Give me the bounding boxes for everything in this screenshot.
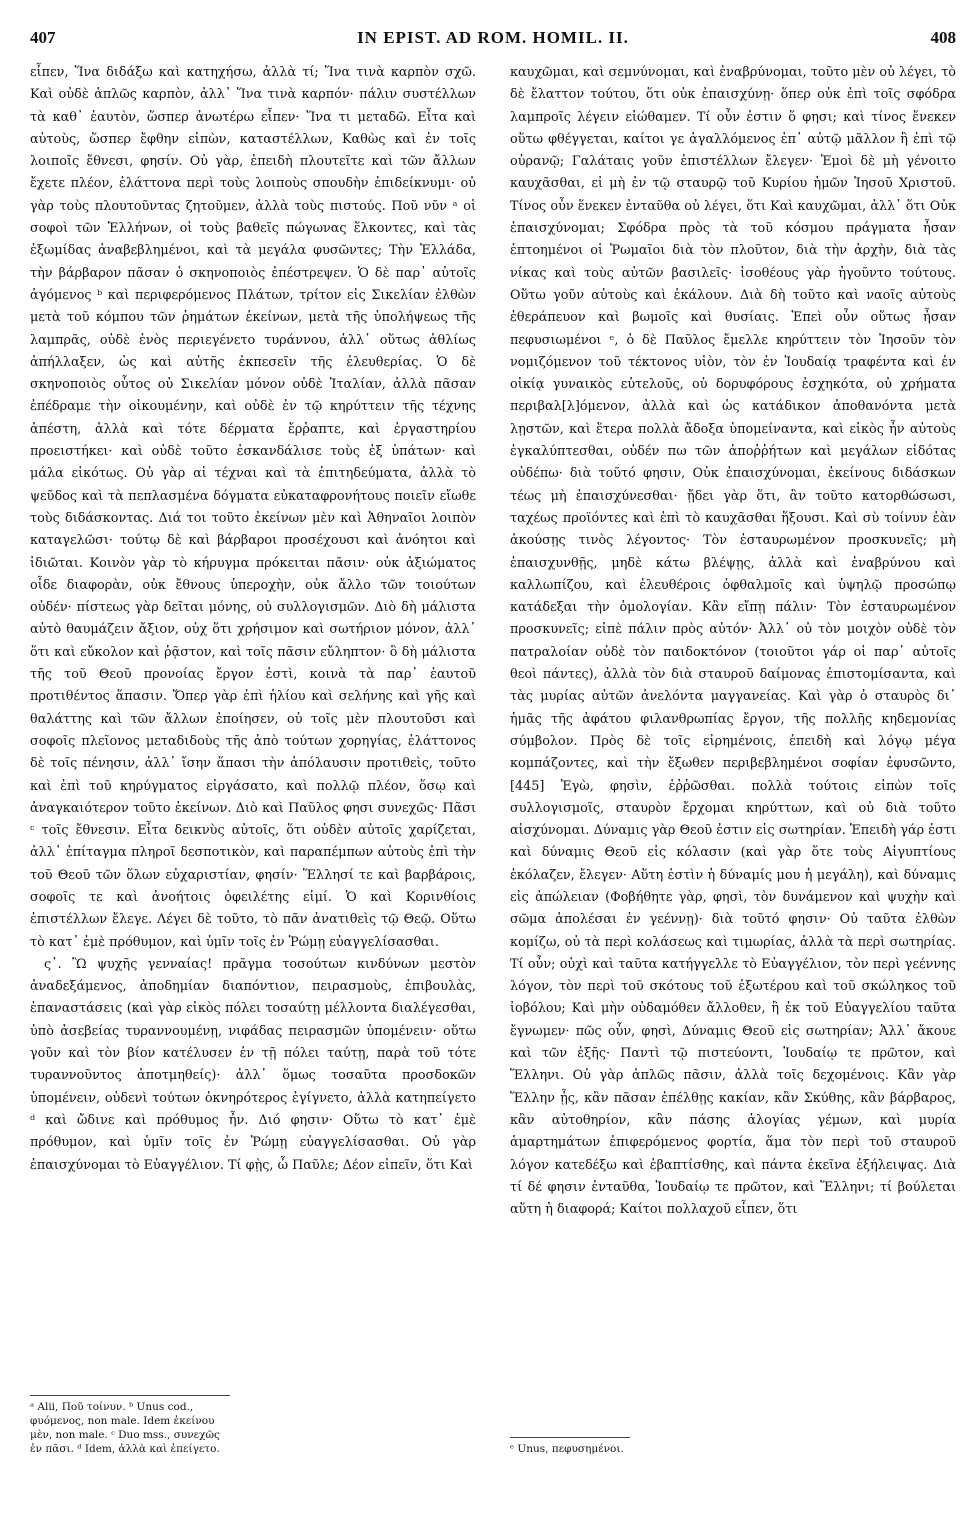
right-footnotes: ᵉ Unus, πεφυσημένοι.: [510, 1437, 630, 1456]
left-footnotes: ᵃ Alii, Ποῦ τοίνυν. ᵇ Unus cod., φυόμενος, non male. Idem ἐκείνου μὲν, non male. ᶜ Duo mss., συνεχῶς ἐν πᾶσι. ᵈ Idem, ἀλλὰ καὶ ἐπείγετο.: [30, 1395, 230, 1456]
running-header: [30, 28, 956, 62]
running-title: IN EPIST. AD ROM. HOMIL. II.: [357, 28, 629, 47]
left-column: [30, 62, 476, 1462]
left-paragraph-2: ς᾽. Ὢ ψυχῆς γενναίας! πρᾶγμα τοσούτων κινδύνων μεστὸν ἀναδεξάμενος, ἀποδημίαν διαπόντιον, πειρασμοὺς, ἐπιβουλὰς, ἐπαναστάσεις (καὶ γὰρ εἰκὸς πόλει τοσαύτῃ μέλλοντα διαλέγεσθαι, ὑπὸ ἀσεβείας τυραννουμένῃ, νιφάδας πειρασμῶν ὑπομένειν· οὕτω γοῦν καὶ τὸν βίον κατέλυσεν ἐν τῇ πόλει ταύτῃ, παρὰ τοῦ τότε τυραννοῦντος ἀποτμηθείς)· ἀλλ᾽ ὅμως τοσαῦτα προσδοκῶν ὑπομένειν, οὐδενὶ τούτων ὀκνηρότερος ἐγίγνετο, ἀλλὰ κατηπείγετο ᵈ καὶ ὤδινε καὶ πρόθυμος ἦν. Διό φησιν· Οὕτω τὸ κατ᾽ ἐμὲ πρόθυμον, καὶ ὑμῖν τοῖς ἐν Ῥώμῃ εὐαγγελίσασθαι. Οὐ γὰρ ἐπαισχύνομαι τὸ Εὐαγγέλιον. Τί φῂς, ὦ Παῦλε; Δέον εἰπεῖν, ὅτι Καὶ: [30, 956, 476, 1173]
left-page-number: 407: [30, 28, 56, 47]
right-column: [510, 62, 956, 1462]
right-page-number: 408: [930, 28, 956, 47]
text-columns: [30, 62, 956, 1462]
left-paragraph-1: εἶπεν, Ἵνα διδάξω καὶ κατηχήσω, ἀλλὰ τί; Ἵνα τινὰ καρπὸν σχῶ. Καὶ οὐδὲ ἁπλῶς καρπὸν, ἀλλ᾽ Ἵνα τινὰ καρπόν· πάλιν συστέλλων τὰ καθ᾽ ἑαυτὸν, ὥσπερ ἀνωτέρω εἶπεν· Ἵνα τι μεταδῶ. Εἶτα καὶ αὐτοὺς, ὥσπερ ἔφθην εἰπὼν, καταστέλλων, Καθὼς καὶ ἐν τοῖς λοιποῖς ἔθνεσι, φησίν. Οὐ γὰρ, ἐπειδὴ πλουτεῖτε καὶ τῶν ἄλλων ἔχετε πλέον, ἐλάττονα περὶ τοὺς λοιποὺς σπουδὴν ἐπιδείκνυμι· οὐ γὰρ τοὺς πλουτοῦντας ζητοῦμεν, ἀλλὰ τοὺς πιστούς. Ποῦ νῦν ᵃ οἱ σοφοὶ τῶν Ἑλλήνων, οἱ τοὺς βαθεῖς πώγωνας ἕλκοντες, καὶ τὰς ἐξωμίδας ἀναβεβλημένοι, καὶ τὰ μεγάλα φυσῶντες; Τὴν Ἑλλάδα, τὴν βάρβαρον πᾶσαν ὁ σκηνοποιὸς ἐπέστρεψεν. Ὁ δὲ παρ᾽ αὐτοῖς ἀγόμενος ᵇ καὶ περιφερόμενος Πλάτων, τρίτον εἰς Σικελίαν ἐλθὼν μετὰ τοῦ κόμπου τῶν ῥημάτων ἐκείνων, μετὰ τῆς ὑπολήψεως τῆς λαμπρᾶς, οὐδὲ ἑνὸς περιεγένετο τυράννου, ἀλλ᾽ οὕτως ἀθλίως ἀπήλλαξεν, ὡς καὶ αὐτῆς ἐκπεσεῖν τῆς ἐλευθερίας. Ὁ δὲ σκηνοποιὸς οὗτος οὐ Σικελίαν μόνον οὐδὲ Ἰταλίαν, ἀλλὰ πᾶσαν ἐπέδραμε τὴν οἰκουμένην, καὶ οὐδὲ ἐν τῷ κηρύττειν τῆς τέχνης ἀπέστη, ἀλλὰ καὶ τότε δέρματα ἔρῥαπτε, καὶ ἐργαστηρίου προειστήκει· καὶ οὐδὲ τοῦτο ἐσκανδάλισε τοὺς ἐξ ὑπάτων· καὶ μάλα εἰκότως. Οὐ γὰρ αἱ τέχναι καὶ τὰ ἐπιτηδεύματα, ἀλλὰ τὸ ψεῦδος καὶ τὰ πεπλασμένα δόγματα εὐκαταφρονήτους ποιεῖν εἴωθε τοὺς διδάσκοντας. Διά τοι τοῦτο ἐκείνων μὲν καὶ Ἀθηναῖοι λοιπὸν καταγελῶσι· τούτῳ δὲ καὶ βάρβαροι προσέχουσι καὶ ἀνόητοι καὶ ἰδιῶται. Κοινὸν γὰρ τὸ κήρυγμα πρόκειται πᾶσιν· οὐκ ἀξιώματος οἶδε διαφορὰν, οὐκ ἔθνους ὑπεροχὴν, οὐκ ἄλλο τῶν τοιούτων οὐδέν· πίστεως γὰρ δεῖται μόνης, οὐ συλλογισμῶν. Διὸ δὴ μάλιστα αὐτὸ θαυμάζειν ἄξιον, οὐχ ὅτι χρήσιμον καὶ σωτήριον μόνον, ἀλλ᾽ ὅτι καὶ εὔκολον καὶ ῥᾷστον, καὶ τοῖς πᾶσιν εὔληπτον· ὃ δὴ μάλιστα τῆς τοῦ Θεοῦ προνοίας ἔργον ἐστὶ, κοινὰ τὰ παρ᾽ ἑαυτοῦ προτιθέντος ἅπασιν. Ὅπερ γὰρ ἐπὶ ἡλίου καὶ σελήνης καὶ γῆς καὶ θαλάττης καὶ τῶν ἄλλων ἐποίησεν, οὐ τοῖς μὲν πλουτοῦσι καὶ σοφοῖς πλεῖονος μεταδιδοὺς τῆς ἀπὸ τούτων χορηγίας, ἐλάττονος δὲ τοῖς πένησιν, ἀλλ᾽ ἴσην ἅπασι τὴν ἀπόλαυσιν προτιθεὶς, τοῦτο καὶ ἐπὶ τοῦ κηρύγματος εἰργάσατο, καὶ πολλῷ πλέον, ὅσῳ καὶ ἀναγκαιότερον τοῦτο ἐκείνων. Διὸ καὶ Παῦλος φησι συνεχῶς· Πᾶσι ᶜ τοῖς ἔθνεσιν. Εἶτα δεικνὺς αὐτοῖς, ὅτι οὐδὲν αὐτοῖς χαρίζεται, ἀλλ᾽ ἐπίταγμα πληροῖ δεσποτικὸν, καὶ παραπέμπων αὐτοὺς ἐπὶ τὴν τοῦ Θεοῦ τῶν ὅλων εὐχαριστίαν, φησίν· Ἕλλησί τε καὶ βαρβάροις, σοφοῖς τε καὶ ἀνοήτοις ὀφειλέτης εἰμί. Ὁ καὶ Κορινθίοις ἐπιστέλλων ἔλεγε. Λέγει δὲ τοῦτο, τὸ πᾶν ἀνατιθεὶς τῷ Θεῷ. Οὕτω τὸ κατ᾽ ἐμὲ πρόθυμον, καὶ ὑμῖν τοῖς ἐν Ῥώμῃ εὐαγγελίσασθαι.: [30, 65, 476, 950]
right-paragraph-1: καυχῶμαι, καὶ σεμνύνομαι, καὶ ἐναβρύνομαι, τοῦτο μὲν οὐ λέγει, τὸ δὲ ἔλαττον τούτου, ὅτι οὐκ ἐπαισχύνῃ· ὅπερ οὐκ ἐπὶ τοῖς σφόδρα λαμπροῖς λέγειν εἰώθαμεν. Τί οὖν ἐστιν ὅ φησι; καὶ τίνος ἕνεκεν οὕτω φθέγγεται, καίτοι γε ἀγαλλόμενος ἐπ᾽ αὐτῷ μᾶλλον ἢ ἐπὶ τῷ οὐρανῷ; Γαλάταις γοῦν ἐπιστέλλων ἔλεγεν· Ἐμοὶ δὲ μὴ γένοιτο καυχᾶσθαι, εἰ μὴ ἐν τῷ σταυρῷ τοῦ Κυρίου ἡμῶν Ἰησοῦ Χριστοῦ. Τίνος οὖν ἕνεκεν ἐνταῦθα οὐ λέγει, ὅτι Καὶ καυχῶμαι, ἀλλ᾽ ὅτι Οὐκ ἐπαισχύνομαι; Σφόδρα πρὸς τὰ τοῦ κόσμου πράγματα ἦσαν ἐπτοημένοι οἱ Ῥωμαῖοι διὰ τὸν πλοῦτον, διὰ τὴν ἀρχὴν, διὰ τὰς νίκας καὶ τοὺς αὐτῶν βασιλεῖς· ἰσοθέους γὰρ ἡγοῦντο τούτους. Οὕτω γοῦν αὐτοὺς καὶ ἐκάλουν. Διὰ δὴ τοῦτο καὶ ναοῖς αὐτοὺς ἐθεράπευον καὶ βωμοῖς καὶ θυσίαις. Ἐπεὶ οὖν οὕτως ἦσαν πεφυσιωμένοι ᵉ, ὁ δὲ Παῦλος ἔμελλε κηρύττειν τὸν Ἰησοῦν τὸν νομιζόμενον τοῦ τέκτονος υἱὸν, τὸν ἐν Ἰουδαίᾳ τραφέντα καὶ ἐν οἰκίᾳ γυναικὸς εὐτελοῦς, οὐ δορυφόρους ἐσχηκότα, οὐ χρήματα περιβαλ[λ]όμενον, ἀλλὰ καὶ ὡς κατάδικον ἀποθανόντα μετὰ λῃστῶν, καὶ ἕτερα πολλὰ ἄδοξα ὑπομείναντα, καὶ εἰκὸς ἦν αὐτοὺς ἐγκαλύπτεσθαι, οὐδέν πω τῶν ἀποῤῥήτων καὶ μεγάλων εἰδότας οὐδέπω· διὰ τοῦτό φησιν, Οὐκ ἐπαισχύνομαι, ἐκείνους διδάσκων τέως μὴ ἐπαισχύνεσθαι· ᾔδει γὰρ ὅτι, ἂν τοῦτο κατορθώσωσι, ταχέως προϊόντες καὶ ἐπὶ τὸ καυχᾶσθαι ἥξουσι. Καὶ σὺ τοίνυν ἐὰν ἀκούσῃς τινὸς λέγοντος· Τὸν ἐσταυρωμένον προσκυνεῖς; μὴ ἐπαισχυνθῇς, μηδὲ κάτω βλέψῃς, ἀλλὰ καὶ ἐναβρύνου καὶ καλλωπίζου, καὶ ἐλευθέροις ὀφθαλμοῖς καὶ ὑψηλῷ προσώπῳ κατάδεξαι τὴν ὁμολογίαν. Κἂν εἴπῃ πάλιν· Τὸν ἐσταυρωμένον προσκυνεῖς; εἰπὲ πάλιν πρὸς αὐτόν· Ἀλλ᾽ οὐ τὸν μοιχὸν οὐδὲ τὸν πατραλοίαν οὐδὲ τὸν παιδοκτόνον (τοιοῦτοι γάρ οἱ παρ᾽ αὐτοῖς θεοὶ πάντες), ἀλλὰ τὸν διὰ σταυροῦ δαίμονας ἐπιστομίσαντα, καὶ τὰς μυρίας αὐτῶν ἀνελόντα μαγγανείας. Καὶ γὰρ ὁ σταυρὸς δι᾽ ἡμᾶς τῆς ἀφάτου φιλανθρωπίας ἔργον, τῆς πολλῆς κηδεμονίας σύμβολον. Πρὸς δὲ τοῖς εἰρημένοις, ἐπειδὴ καὶ λόγῳ μέγα κομπάζοντες, καὶ τὴν ἔξωθεν περιβεβλημένοι σοφίαν ἐφυσῶντο, [445] Ἐγὼ, φησὶν, ἐῤῥῶσθαι. πολλὰ τούτοις εἰπὼν τοῖς συλλογισμοῖς, σταυρὸν ἔρχομαι κηρύττων, καὶ οὐ διὰ τοῦτο αἰσχύνομαι. Δύναμις γὰρ Θεοῦ ἐστιν εἰς σωτηρίαν. Ἐπειδὴ γάρ ἐστι καὶ δύναμις Θεοῦ εἰς κόλασιν (καὶ γὰρ ὅτε τοὺς Αἰγυπτίους ἐκόλαζεν, ἔλεγεν· Αὕτη ἐστὶν ἡ δύναμίς μου ἡ μεγάλη), καὶ δύναμις εἰς ἀπώλειαν (Φοβήθητε γὰρ, φησὶ, τὸν δυνάμενον καὶ ψυχὴν καὶ σῶμα ἀπολέσαι ἐν γεέννῃ)· διὰ τοῦτό φησιν· Οὐ ταῦτα ἐλθὼν κομίζω, οὐ τὰ περὶ κολάσεως καὶ τιμωρίας, ἀλλὰ τὰ περὶ σωτηρίας. Τί οὖν; οὐχὶ καὶ ταῦτα κατήγγελλε τὸ Εὐαγγέλιον, τὸν περὶ γεέννης λόγον, τὸν περὶ τοῦ σκότους τοῦ ἐξωτέρου καὶ τοῦ σκώληκος τοῦ ἰοβόλου; Καὶ μὴν οὐδαμόθεν ἄλλοθεν, ἢ ἐκ τοῦ Εὐαγγελίου ταῦτα ἔγνωμεν· πῶς οὖν, φησὶ, Δύναμις Θεοῦ εἰς σωτηρίαν; Ἀλλ᾽ ἄκουε καὶ τῶν ἑξῆς· Παντὶ τῷ πιστεύοντι, Ἰουδαίῳ τε πρῶτον, καὶ Ἕλληνι. Οὐ γὰρ ἁπλῶς πᾶσιν, ἀλλὰ τοῖς δεχομένοις. Κἂν γὰρ Ἕλλην ᾖς, κἂν πᾶσαν ἐπέλθῃς κακίαν, κἂν Σκύθης, κἂν βάρβαρος, κἂν αὐτοθηρίον, κἂν πάσης ἀλογίας γέμων, καὶ μυρία ἁμαρτημάτων ἐπιφερόμενος φορτία, ἅμα τὸν περὶ τοῦ σταυροῦ λόγον κατεδέξω καὶ ἐβαπτίσθης, καὶ πάντα ἐκεῖνα ἐξήλειψας. Διὰ τί δέ φησιν ἐνταῦθα, Ἰουδαίῳ τε πρῶτον, καὶ Ἕλληνι; τί βούλεται αὕτη ἡ διαφορά; Καίτοι πολλαχοῦ εἶπεν, ὅτι: [510, 65, 956, 1218]
